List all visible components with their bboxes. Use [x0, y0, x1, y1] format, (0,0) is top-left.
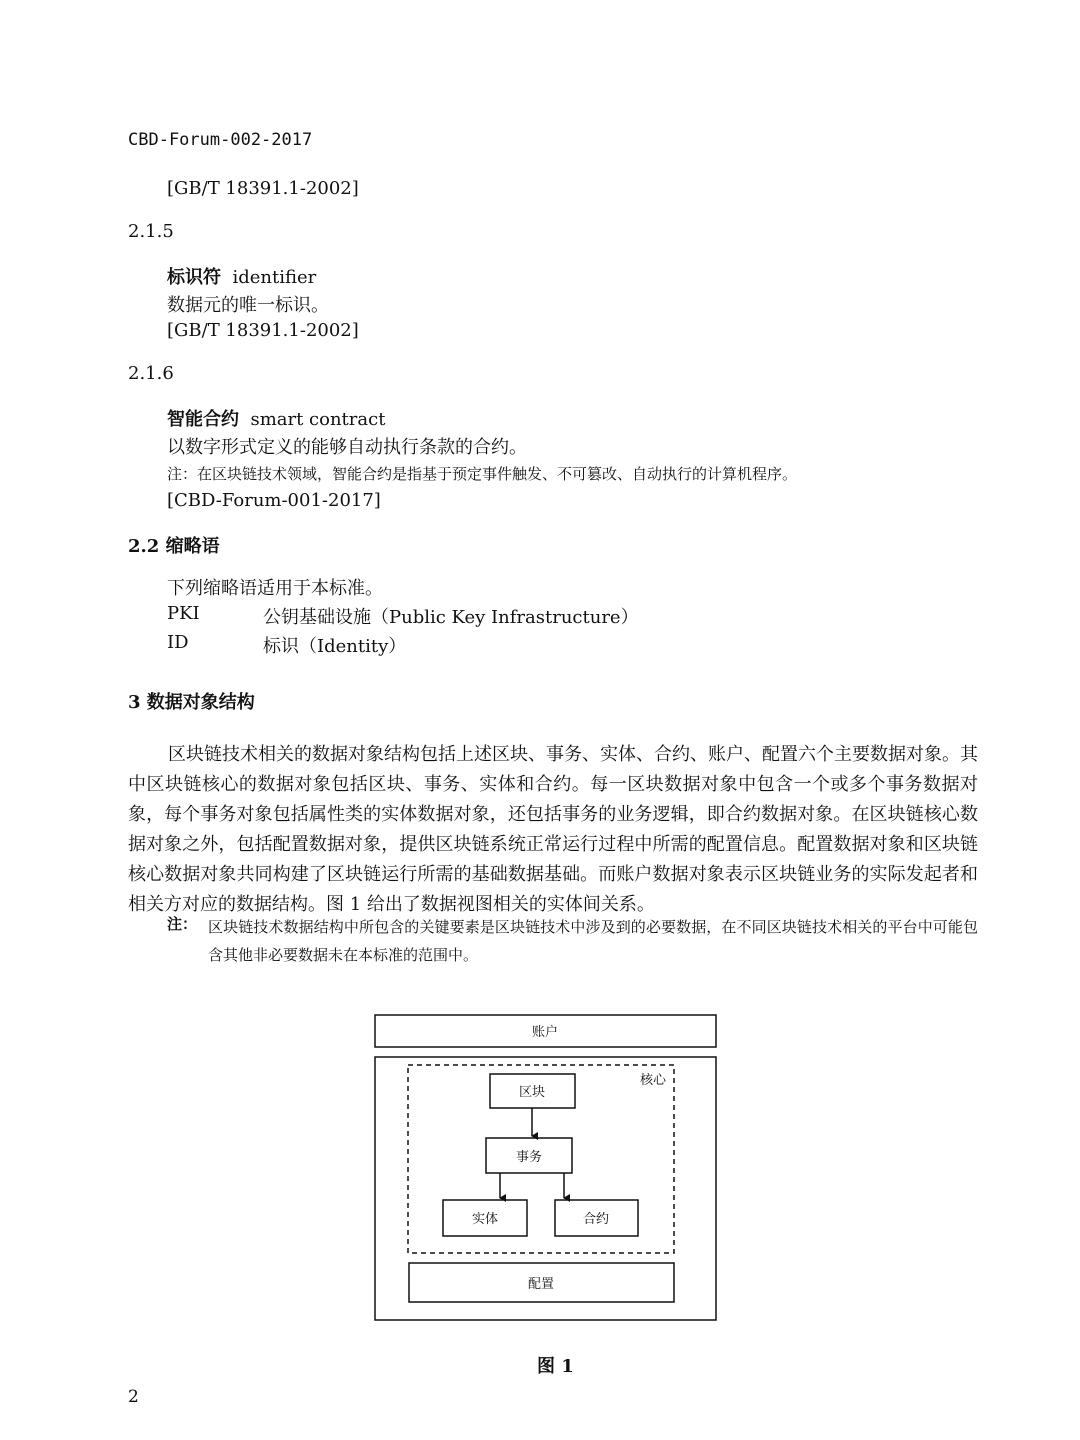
reference-prev: [GB/T 18391.1-2002] — [167, 178, 359, 199]
section-3-paragraph: 区块链技术相关的数据对象结构包括上述区块、事务、实体、合约、账户、配置六个主要数据对象。其中区块链核心的数据对象包括区块、事务、实体和合约。每一区块数据对象中包含一个或多个事务数据对象，每个事务对象包括属性类的实体数据对象，还包括事务的业务逻辑，即合约数据对象。在区块链核心数据对象之外，包括配置数据对象，提供区块链系统正常运行过程中所需的配置信息。配置数据对象和区块链核心数据对象共同构建了区块链运行所需的基础数据基础。而账户数据对象表示区块链业务的实际发起者和相关方对应的数据结构。图 1 给出了数据视图相关的实体间关系。 — [128, 744, 978, 915]
section-heading-2-2: 2.2 缩略语 — [128, 536, 220, 557]
contract-label: 合约 — [582, 1212, 610, 1227]
term-en: smart contract — [250, 409, 386, 430]
reference-identifier: [GB/T 18391.1-2002] — [167, 320, 359, 341]
reference-smart-contract: [CBD-Forum-001-2017] — [167, 490, 381, 511]
abbr-pki-full: 公钥基础设施（Public Key Infrastructure） — [263, 607, 639, 628]
note-body: 区块链技术数据结构中所包含的关键要素是区块链技术中涉及到的必要数据，在不同区块链技术相关的平台中可能包含其他非必要数据未在本标准的范围中。 — [208, 918, 978, 964]
account-label: 账户 — [531, 1025, 559, 1040]
config-box — [409, 1263, 674, 1302]
entity-label: 实体 — [471, 1212, 499, 1227]
config-label: 配置 — [527, 1277, 555, 1292]
section-number-2-1-5: 2.1.5 — [128, 221, 174, 242]
contract-box — [555, 1200, 638, 1236]
term-identifier — [167, 263, 316, 289]
block-box — [490, 1074, 575, 1108]
doc-id-header: CBD-Forum-002-2017 — [128, 130, 313, 150]
entity-box — [443, 1200, 527, 1236]
block-label: 区块 — [518, 1085, 546, 1100]
section-number-2-1-6: 2.1.6 — [128, 363, 174, 384]
note-smart-contract: 注：在区块链技术领域，智能合约是指基于预定事件触发、不可篡改、自动执行的计算机程序。 — [167, 465, 798, 483]
term-en: identifier — [232, 267, 317, 288]
abbr-id-full: 标识（Identity） — [263, 636, 407, 657]
definition-identifier: 数据元的唯一标识。 — [167, 295, 329, 316]
abbr-intro: 下列缩略语适用于本标准。 — [167, 578, 383, 599]
transaction-box — [486, 1138, 572, 1173]
abbr-id: ID — [167, 632, 189, 653]
figure-caption: 图 1 — [537, 1356, 574, 1377]
section-heading-3: 3 数据对象结构 — [128, 692, 255, 713]
abbr-pki: PKI — [167, 603, 200, 624]
transaction-label: 事务 — [515, 1150, 543, 1165]
figure-1-diagram — [370, 1010, 722, 1328]
term-zh: 标识符 — [167, 267, 221, 288]
term-zh: 智能合约 — [167, 409, 239, 430]
definition-smart-contract: 以数字形式定义的能够自动执行条款的合约。 — [167, 437, 527, 458]
term-smart-contract — [167, 405, 385, 431]
note-label: 注： — [167, 915, 198, 933]
page-number: 2 — [128, 1387, 139, 1407]
core-label: 核心 — [639, 1073, 667, 1088]
account-box — [375, 1015, 716, 1047]
